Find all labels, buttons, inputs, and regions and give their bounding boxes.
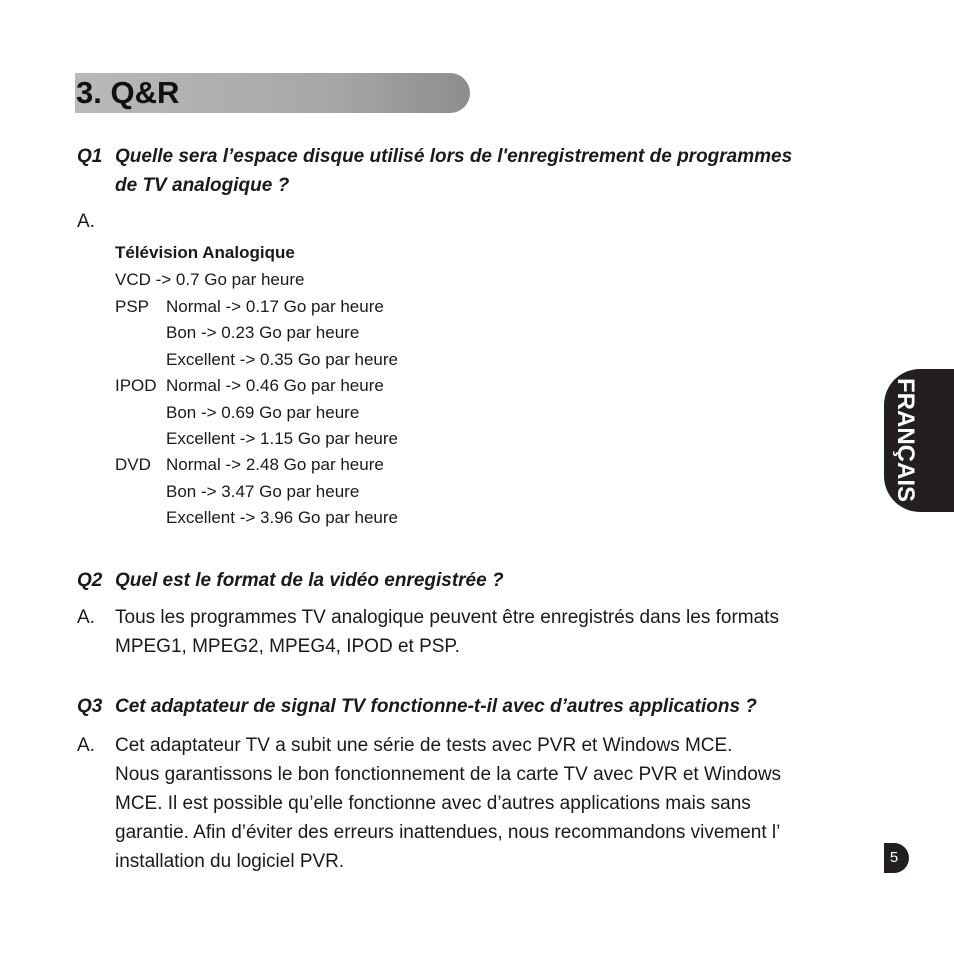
question-2-text: Quel est le format de la vidéo enregistrée ? bbox=[115, 570, 504, 591]
question-1-line-2: de TV analogique ? bbox=[115, 175, 290, 196]
language-tab-label: FRANÇAIS bbox=[892, 378, 919, 502]
table-row-entry: Bon -> 0.69 Go par heure bbox=[166, 403, 360, 422]
table-row-category: PSP bbox=[115, 297, 150, 316]
answer-1-label: A. bbox=[77, 211, 95, 232]
table-row-category: IPOD bbox=[115, 376, 157, 395]
section-title: 3. Q&R bbox=[76, 75, 180, 110]
table-row-entry: Bon -> 3.47 Go par heure bbox=[166, 482, 360, 501]
answer-2 bbox=[115, 603, 885, 661]
question-3 bbox=[0, 692, 954, 722]
table-row-entry: Normal -> 2.48 Go par heure bbox=[166, 455, 384, 474]
answer-3-line: installation du logiciel PVR. bbox=[115, 851, 345, 872]
question-2 bbox=[0, 566, 954, 596]
answer-3-line: Cet adaptateur TV a subit une série de tests avec PVR et Windows MCE. bbox=[115, 735, 733, 756]
table-row-entry: Normal -> 0.46 Go par heure bbox=[166, 376, 384, 395]
answer-3-line: Nous garantissons le bon fonctionnement de la carte TV avec PVR et Windows bbox=[115, 764, 782, 785]
page-number: 5 bbox=[889, 849, 899, 866]
table-row-entry: Bon -> 0.23 Go par heure bbox=[166, 323, 360, 342]
question-3-number: Q3 bbox=[77, 696, 103, 717]
storage-table-heading: Télévision Analogique bbox=[115, 243, 295, 262]
question-1-number: Q1 bbox=[77, 146, 103, 167]
table-row-entry: Excellent -> 3.96 Go par heure bbox=[166, 508, 398, 527]
answer-3-label: A. bbox=[77, 735, 95, 756]
table-row-category: VCD -> 0.7 Go par heure bbox=[115, 270, 305, 289]
answer-3 bbox=[115, 731, 885, 876]
answer-2-line: Tous les programmes TV analogique peuvent être enregistrés dans les formats bbox=[115, 607, 779, 628]
question-3-text: Cet adaptateur de signal TV fonctionne-t-il avec d’autres applications ? bbox=[115, 696, 757, 717]
table-row-entry: Normal -> 0.17 Go par heure bbox=[166, 297, 384, 316]
answer-3-line: MCE. Il est possible qu’elle fonctionne avec d’autres applications mais sans bbox=[115, 793, 751, 814]
answer-3-line: garantie. Afin d’éviter des erreurs inattendues, nous recommandons vivement l’ bbox=[115, 822, 781, 843]
table-row-category: DVD bbox=[115, 455, 151, 474]
question-2-number: Q2 bbox=[77, 570, 103, 591]
answer-2-label: A. bbox=[77, 607, 95, 628]
question-1-line-1: Quelle sera l’espace disque utilisé lors de l'enregistrement de programmes bbox=[115, 146, 793, 167]
question-1 bbox=[0, 142, 954, 202]
answer-2-line: MPEG1, MPEG2, MPEG4, IPOD et PSP. bbox=[115, 636, 460, 657]
table-row-entry: Excellent -> 1.15 Go par heure bbox=[166, 429, 398, 448]
table-row-entry: Excellent -> 0.35 Go par heure bbox=[166, 350, 398, 369]
